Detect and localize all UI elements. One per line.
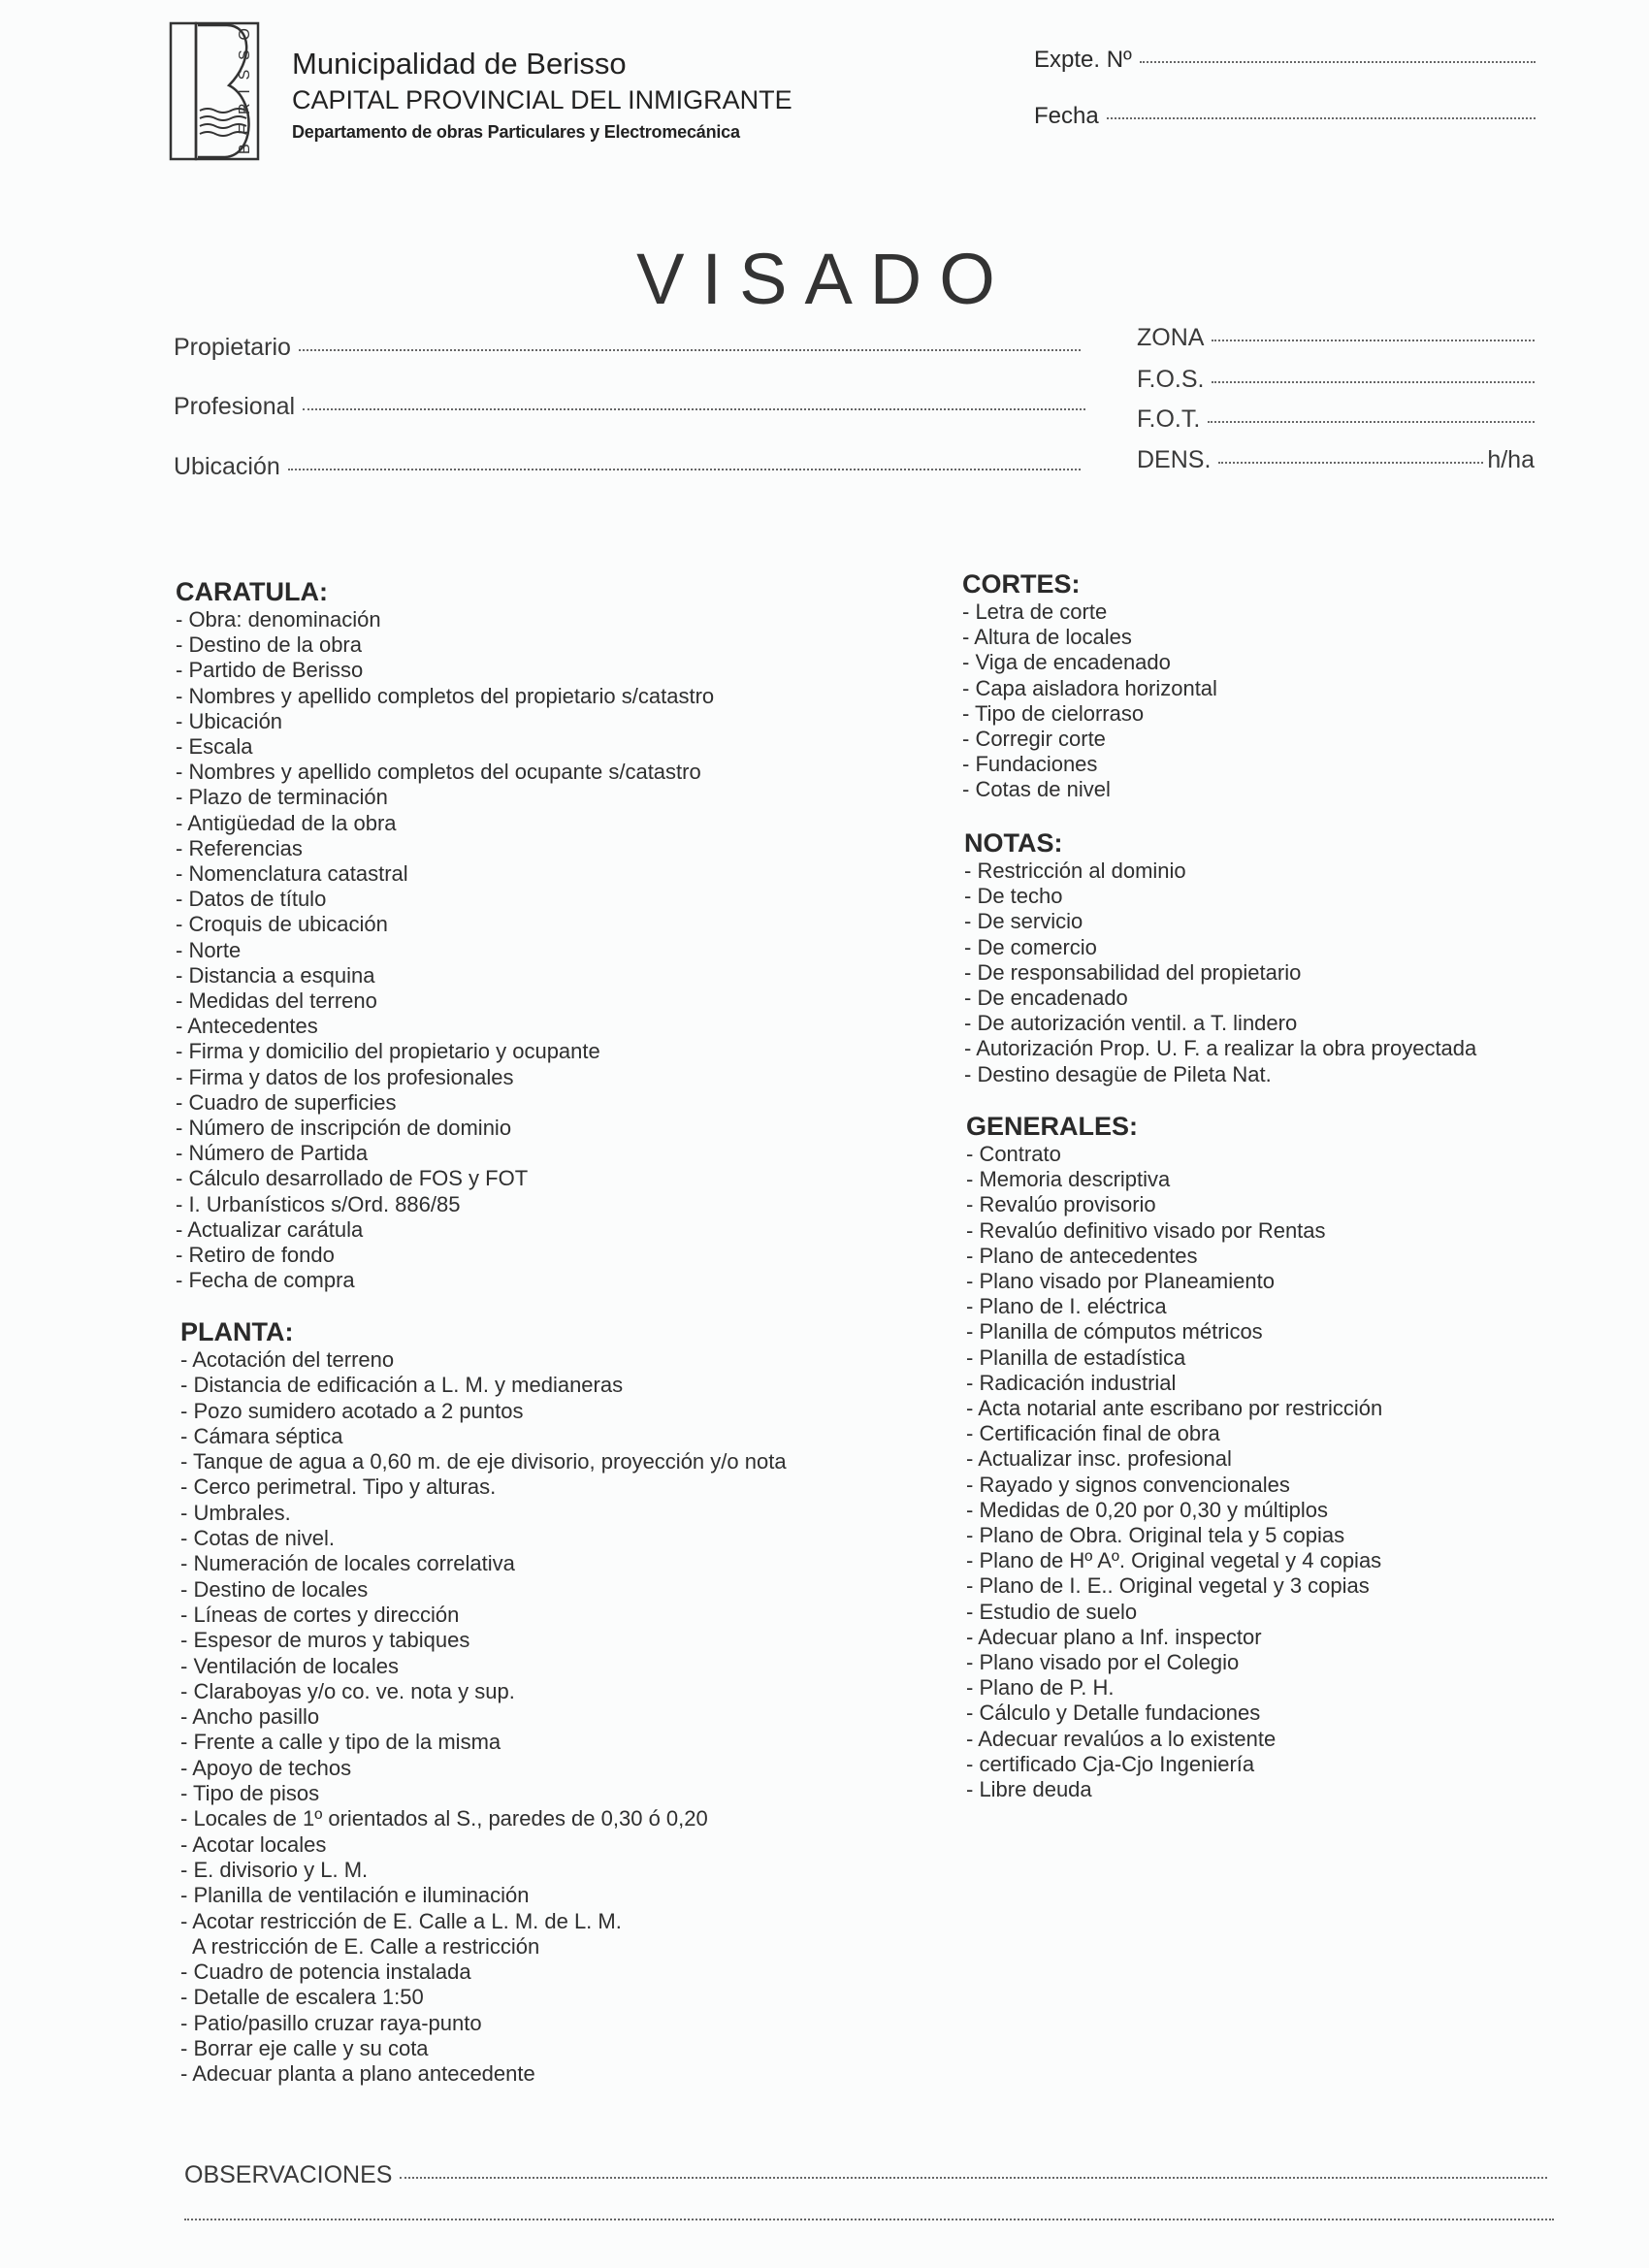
ubicacion-label: Ubicación — [174, 453, 280, 480]
checklist-item: - Libre deuda — [966, 1777, 1092, 1802]
observaciones-field[interactable] — [184, 2161, 1547, 2189]
checklist-item: - Medidas de 0,20 por 0,30 y múltiplos — [966, 1497, 1328, 1522]
checklist-item: - Acta notarial ante escribano por restricción — [966, 1396, 1383, 1421]
dens-unit: h/ha — [1487, 446, 1535, 473]
checklist-item: - Tipo de cielorraso — [962, 700, 1145, 726]
checklist-item: - Adecuar plano a Inf. inspector — [966, 1624, 1262, 1649]
checklist-item: - Corregir corte — [962, 727, 1106, 752]
checklist-item: - Cálculo desarrollado de FOS y FOT — [176, 1166, 529, 1191]
notas-section — [964, 827, 1604, 1087]
zona-line[interactable] — [1212, 339, 1535, 341]
checklist-item: - Claraboyas y/o co. ve. nota y sup. — [180, 1678, 515, 1703]
observaciones-line-2[interactable] — [184, 2218, 1554, 2220]
org-subtitle: CAPITAL PROVINCIAL DEL INMIGRANTE — [292, 85, 792, 114]
fecha-field[interactable] — [1034, 103, 1536, 130]
fecha-label: Fecha — [1034, 103, 1099, 129]
checklist-item: - Ubicación — [176, 708, 283, 733]
checklist-item: - Cuadro de potencia instalada — [180, 1960, 471, 1985]
checklist-item: A restricción de E. Calle a restricción — [192, 1933, 540, 1959]
checklist-item: - Plano de antecedentes — [966, 1243, 1198, 1268]
checklist-item: - Memoria descriptiva — [966, 1167, 1171, 1192]
checklist-item: - Autorización Prop. U. F. a realizar la obra proyectada — [964, 1036, 1477, 1061]
zona-field[interactable] — [1137, 324, 1535, 352]
checklist-item: - Medidas del terreno — [176, 988, 377, 1014]
checklist-item: - Patio/pasillo cruzar raya-punto — [180, 2010, 482, 2035]
generales-list — [966, 1142, 1606, 1802]
profesional-field[interactable] — [174, 393, 1085, 421]
fot-label: F.O.T. — [1137, 405, 1201, 433]
page-title: VISADO — [636, 238, 1013, 319]
checklist-item: - Partido de Berisso — [176, 658, 364, 683]
checklist-item: - De techo — [964, 884, 1063, 909]
checklist-item: - Croquis de ubicación — [176, 912, 388, 937]
cortes-section — [962, 568, 1583, 803]
checklist-item: - Pozo sumidero acotado a 2 puntos — [180, 1398, 524, 1423]
checklist-item: - Plano de P. H. — [966, 1675, 1115, 1701]
checklist-item: - De responsabilidad del propietario — [964, 959, 1302, 985]
checklist-item: - Actualizar carátula — [176, 1216, 364, 1242]
checklist-item: - Acotar restricción de E. Calle a L. M. de L. M. — [180, 1908, 622, 1933]
checklist-item: - Cámara séptica — [180, 1423, 343, 1448]
expte-line[interactable] — [1140, 60, 1536, 63]
checklist-item: - Capa aisladora horizontal — [962, 675, 1217, 700]
checklist-item: - Apoyo de techos — [180, 1755, 352, 1780]
checklist-item: - I. Urbanísticos s/Ord. 886/85 — [176, 1191, 461, 1216]
checklist-item: - Ancho pasillo — [180, 1704, 320, 1730]
checklist-item: - Plano de I. eléctrica — [966, 1294, 1167, 1319]
checklist-item: - Cotas de nivel. — [180, 1526, 335, 1551]
planta-heading: PLANTA: — [180, 1317, 294, 1346]
observaciones-line[interactable] — [400, 2176, 1547, 2179]
checklist-item: - Plano de Hº Aº. Original vegetal y 4 copias — [966, 1548, 1382, 1573]
observaciones-label: OBSERVACIONES — [184, 2161, 393, 2188]
planta-section — [180, 1316, 840, 2088]
checklist-item: - Borrar eje calle y su cota — [180, 2036, 429, 2061]
checklist-item: - Líneas de cortes y dirección — [180, 1602, 460, 1627]
checklist-item: - Numeración de locales correlativa — [180, 1551, 515, 1576]
expte-label: Expte. Nº — [1034, 47, 1132, 73]
checklist-item: - Plano de Obra. Original tela y 5 copias — [966, 1523, 1345, 1548]
checklist-item: - Planilla de ventilación e iluminación — [180, 1883, 530, 1908]
checklist-item: - Antecedentes — [176, 1014, 318, 1039]
checklist-item: - Rayado y signos convencionales — [966, 1472, 1290, 1497]
propietario-field[interactable] — [174, 334, 1081, 362]
fos-line[interactable] — [1212, 380, 1535, 383]
checklist-item: - Firma y domicilio del propietario y ocupante — [176, 1039, 600, 1064]
checklist-item: - Nombres y apellido completos del propietario s/catastro — [176, 683, 715, 708]
checklist-item: - Radicación industrial — [966, 1370, 1177, 1395]
caratula-list — [176, 607, 855, 1293]
checklist-item: - Antigüedad de la obra — [176, 810, 397, 835]
cortes-list — [962, 599, 1583, 803]
checklist-item: - De encadenado — [964, 986, 1128, 1011]
fot-field[interactable] — [1137, 405, 1535, 434]
checklist-item: - Número de Partida — [176, 1141, 369, 1166]
checklist-item: - Ventilación de locales — [180, 1653, 400, 1678]
checklist-item: - Planilla de estadística — [966, 1345, 1186, 1370]
checklist-item: - Fundaciones — [962, 752, 1098, 777]
checklist-item: - Obra: denominación — [176, 607, 381, 632]
berisso-logo — [169, 21, 261, 161]
checklist-item: - Cálculo y Detalle fundaciones — [966, 1701, 1261, 1726]
checklist-item: - Destino desagüe de Pileta Nat. — [964, 1061, 1272, 1086]
checklist-item: - Espesor de muros y tabiques — [180, 1628, 470, 1653]
fot-line[interactable] — [1208, 420, 1535, 423]
checklist-item: - Letra de corte — [962, 599, 1108, 624]
checklist-item: - Revalúo provisorio — [966, 1192, 1156, 1217]
checklist-item: - Estudio de suelo — [966, 1599, 1138, 1624]
checklist-item: - Tipo de pisos — [180, 1781, 320, 1806]
checklist-item: - Distancia de edificación a L. M. y medianeras — [180, 1373, 624, 1398]
checklist-item: - Fecha de compra — [176, 1268, 355, 1293]
checklist-item: - Plano de I. E.. Original vegetal y 3 copias — [966, 1573, 1370, 1599]
checklist-item: - Plazo de terminación — [176, 785, 388, 810]
checklist-item: - Cotas de nivel — [962, 777, 1111, 802]
zona-label: ZONA — [1137, 324, 1205, 351]
checklist-item: - Nombres y apellido completos del ocupante s/catastro — [176, 760, 701, 785]
checklist-item: - Tanque de agua a 0,60 m. de eje divisorio, proyección y/o nota — [180, 1449, 787, 1474]
checklist-item: - Escala — [176, 734, 253, 760]
checklist-item: - Locales de 1º orientados al S., paredes de 0,30 ó 0,20 — [180, 1806, 708, 1831]
checklist-item: - Viga de encadenado — [962, 650, 1171, 675]
checklist-item: - E. divisorio y L. M. — [180, 1857, 369, 1882]
checklist-item: - Acotar locales — [180, 1831, 327, 1857]
checklist-item: - Adecuar revalúos a lo existente — [966, 1726, 1277, 1751]
checklist-item: - Revalúo definitivo visado por Rentas — [966, 1217, 1326, 1243]
checklist-item: - De autorización ventil. a T. lindero — [964, 1011, 1298, 1036]
checklist-item: - Plano visado por el Colegio — [966, 1650, 1240, 1675]
caratula-section — [176, 576, 855, 1293]
checklist-item: - Certificación final de obra — [966, 1421, 1220, 1446]
checklist-item: - Umbrales. — [180, 1500, 291, 1525]
caratula-heading: CARATULA: — [176, 577, 328, 606]
checklist-item: - Contrato — [966, 1142, 1061, 1166]
checklist-item: - Distancia a esquina — [176, 962, 375, 988]
checklist-item: - Restricción al dominio — [964, 859, 1186, 883]
ubicacion-line[interactable] — [288, 468, 1081, 470]
checklist-item: - De servicio — [964, 909, 1083, 934]
checklist-item: - Adecuar planta a plano antecedente — [180, 2061, 535, 2087]
checklist-item: - Retiro de fondo — [176, 1243, 335, 1268]
planta-list — [180, 1347, 840, 2088]
checklist-item: - Destino de la obra — [176, 632, 362, 658]
org-name: Municipalidad de Berisso — [292, 47, 627, 81]
fos-label: F.O.S. — [1137, 366, 1205, 393]
checklist-item: - Referencias — [176, 835, 303, 860]
propietario-line[interactable] — [299, 348, 1081, 351]
profesional-line[interactable] — [303, 407, 1085, 410]
generales-heading: GENERALES: — [966, 1112, 1139, 1141]
checklist-item: - Datos de título — [176, 887, 327, 912]
checklist-item: - Cerco perimetral. Tipo y alturas. — [180, 1474, 497, 1500]
department-name: Departamento de obras Particulares y Electromecánica — [292, 122, 740, 142]
checklist-item: - Planilla de cómputos métricos — [966, 1319, 1263, 1345]
checklist-item: - Cuadro de superficies — [176, 1089, 397, 1115]
checklist-item: - Frente a calle y tipo de la misma — [180, 1730, 501, 1755]
fos-field[interactable] — [1137, 366, 1535, 394]
profesional-label: Profesional — [174, 393, 296, 420]
checklist-item: - Actualizar insc. profesional — [966, 1446, 1232, 1472]
dens-line[interactable] — [1218, 461, 1483, 464]
checklist-item: - Norte — [176, 937, 242, 962]
checklist-item: - Detalle de escalera 1:50 — [180, 1985, 424, 2010]
generales-section — [966, 1111, 1606, 1802]
cortes-heading: CORTES: — [962, 569, 1081, 599]
notas-list — [964, 859, 1604, 1087]
checklist-item: - certificado Cja-Cjo Ingeniería — [966, 1751, 1255, 1776]
notas-heading: NOTAS: — [964, 828, 1063, 858]
checklist-item: - Plano visado por Planeamiento — [966, 1269, 1275, 1294]
checklist-item: - Número de inscripción de dominio — [176, 1116, 512, 1141]
expte-field[interactable] — [1034, 47, 1536, 74]
dens-label: DENS. — [1137, 446, 1212, 473]
checklist-item: - De comercio — [964, 934, 1097, 959]
checklist-item: - Acotación del terreno — [180, 1347, 395, 1372]
checklist-item: - Nomenclatura catastral — [176, 861, 408, 887]
checklist-item: - Altura de locales — [962, 625, 1132, 650]
checklist-item: - Firma y datos de los profesionales — [176, 1064, 514, 1089]
dens-field[interactable] — [1137, 446, 1535, 474]
propietario-label: Propietario — [174, 334, 291, 361]
fecha-line[interactable] — [1107, 116, 1536, 119]
checklist-item: - Destino de locales — [180, 1576, 369, 1602]
logo-letters: BERISSO — [237, 28, 253, 154]
ubicacion-field[interactable] — [174, 453, 1081, 481]
